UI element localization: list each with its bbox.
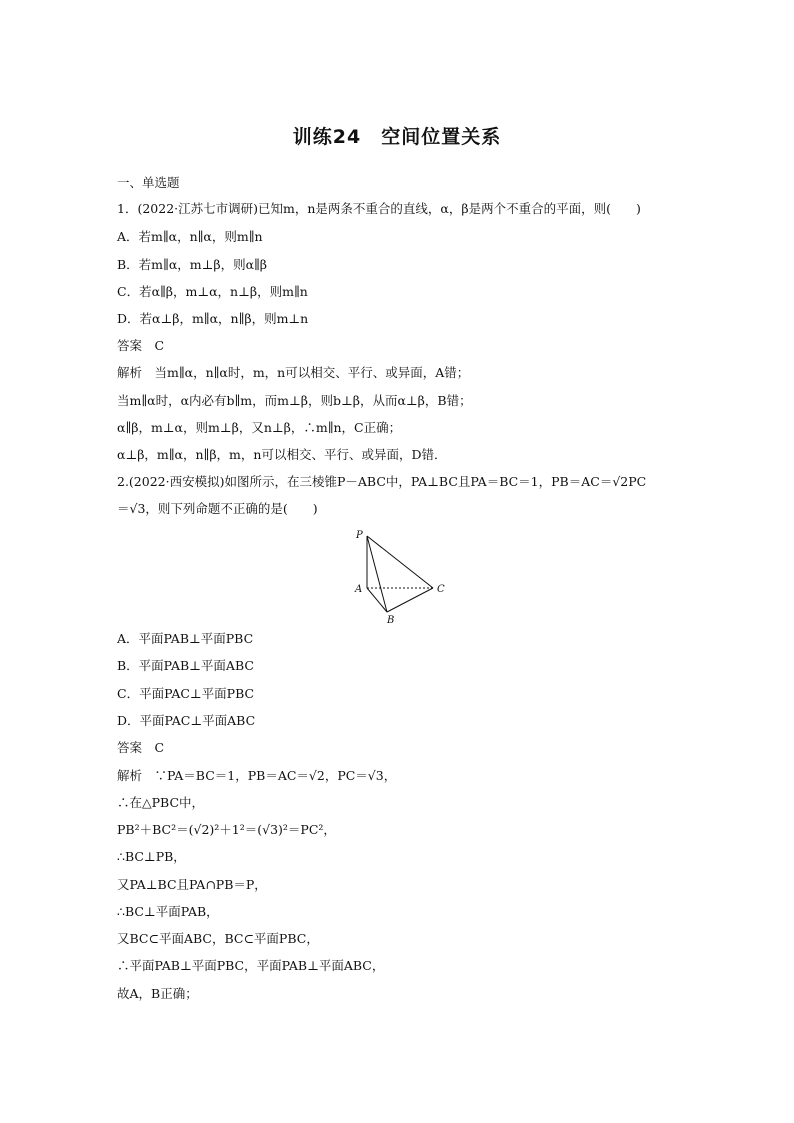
question-2-analysis-line: PB²＋BC²＝(√2)²＋1²＝(√3)²＝PC²， [117, 822, 336, 837]
section-heading: 一、单选题 [117, 175, 180, 190]
question-2-analysis-line: ∴BC⊥平面PAB， [117, 904, 219, 919]
question-1-option-b: B．若m∥α，m⊥β，则α∥β [117, 257, 268, 272]
question-2-answer: 答案 C [117, 740, 165, 755]
question-1-analysis-line: α∥β，m⊥α，则m⊥β，又n⊥β，∴m∥n，C正确； [117, 420, 402, 435]
question-2-option-c: C．平面PAC⊥平面PBC [117, 686, 255, 701]
question-1-option-a: A．若m∥α，n∥α，则m∥n [117, 229, 263, 244]
question-2-option-a: A．平面PAB⊥平面PBC [117, 631, 254, 646]
edge-bc [387, 588, 433, 612]
tetrahedron-figure [345, 524, 455, 624]
vertex-label-a: A [355, 584, 363, 595]
question-1-analysis-line: α⊥β，m∥α，n∥β，m，n可以相交、平行、或异面，D错． [117, 447, 447, 462]
question-1-analysis-line: 解析 当m∥α，n∥α时，m，n可以相交、平行、或异面，A错； [117, 365, 470, 380]
question-1-stem: 1．(2022·江苏七市调研)已知m，n是两条不重合的直线，α，β是两个不重合的平面，则( ) [117, 201, 641, 216]
question-2-analysis-line: 又PA⊥BC且PA∩PB＝P， [117, 877, 267, 892]
question-2-analysis-line: ∴平面PAB⊥平面PBC，平面PAB⊥平面ABC， [117, 958, 385, 973]
vertex-label-c: C [437, 584, 445, 595]
question-2-option-b: B．平面PAB⊥平面ABC [117, 658, 254, 673]
edge-pc [367, 536, 433, 588]
question-2-analysis-line: 故A，B正确； [117, 986, 198, 1001]
vertex-label-p: P [356, 530, 363, 541]
page-title: 训练24 空间位置关系 [292, 126, 502, 148]
question-2-analysis-line: ∴BC⊥PB， [117, 849, 186, 864]
vertex-label-b: B [387, 615, 395, 624]
question-2-stem: 2.(2022·西安模拟)如图所示，在三棱锥P－ABC中，PA⊥BC且PA＝BC＝1，PB＝AC＝√2PC [117, 474, 647, 489]
tetrahedron-diagram [345, 524, 455, 624]
question-2-analysis-line: ∴在△PBC中， [117, 795, 205, 810]
question-1-option-d: D．若α⊥β，m∥α，n∥β，则m⊥n [117, 311, 309, 326]
question-2-analysis-line: 又BC⊂平面ABC，BC⊂平面PBC， [117, 931, 319, 946]
question-2-stem-cont: ＝√3，则下列命题不正确的是( ) [117, 501, 318, 516]
question-1-answer: 答案 C [117, 338, 165, 353]
question-1-option-c: C．若α∥β，m⊥α，n⊥β，则m∥n [117, 284, 308, 299]
question-1-analysis-line: 当m∥α时，α内必有b∥m，而m⊥β，则b⊥β，从而α⊥β，B错； [117, 393, 472, 408]
question-2-option-d: D．平面PAC⊥平面ABC [117, 713, 256, 728]
question-2-analysis-line: 解析 ∵PA＝BC＝1，PB＝AC＝√2，PC＝√3， [117, 768, 397, 783]
